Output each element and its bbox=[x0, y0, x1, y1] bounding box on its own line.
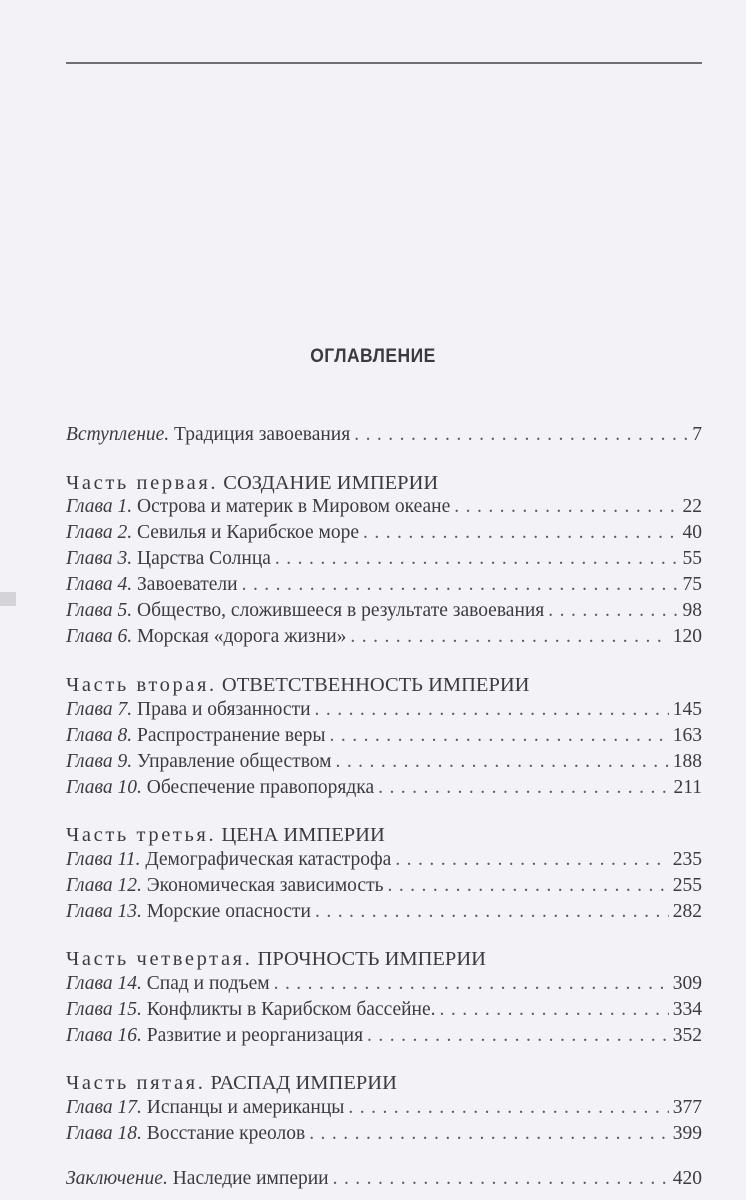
dot-leader bbox=[354, 422, 688, 448]
dot-leader bbox=[387, 873, 668, 899]
part-title: ЦЕНА ИМПЕРИИ bbox=[221, 824, 385, 846]
part-heading-3: Часть третья. ЦЕНА ИМПЕРИИ bbox=[66, 824, 385, 846]
dot-leader bbox=[350, 624, 668, 650]
dot-leader bbox=[315, 899, 669, 925]
dot-leader bbox=[309, 1121, 669, 1147]
part-heading-1: Часть первая. СОЗДАНИЕ ИМПЕРИИ bbox=[66, 472, 439, 494]
entry-lead: Вступление. bbox=[66, 424, 175, 445]
toc-entry[interactable]: Глава 18. Восстание креолов . . . 399 bbox=[66, 1121, 702, 1147]
entry-title: Традиция завоевания bbox=[174, 424, 351, 445]
toc-entry[interactable]: Глава 17. Испанцы и американцы . . . 377 bbox=[66, 1095, 702, 1121]
dot-leader bbox=[330, 723, 669, 749]
part-heading-5: Часть пятая. РАСПАД ИМПЕРИИ bbox=[66, 1072, 397, 1094]
dot-leader bbox=[333, 1166, 669, 1192]
dot-leader bbox=[363, 520, 679, 546]
part-heading-2: Часть вторая. ОТВЕТСТВЕННОСТЬ ИМПЕРИИ bbox=[66, 674, 530, 696]
toc-entry[interactable]: Глава 16. Развитие и реорганизация . . . 352 bbox=[66, 1023, 702, 1049]
toc-entry[interactable]: Глава 15. Конфликты в Карибском бассейне. . . . 334 bbox=[66, 997, 702, 1023]
dot-leader bbox=[335, 749, 668, 775]
toc-entry[interactable]: Глава 9. Управление обществом . . . 188 bbox=[66, 749, 702, 775]
part-title: СОЗДАНИЕ ИМПЕРИИ bbox=[223, 472, 439, 494]
entry-lead: Заключение. bbox=[66, 1168, 173, 1189]
toc-entry[interactable]: Глава 8. Распространение веры . . . 163 bbox=[66, 723, 702, 749]
header-rule bbox=[66, 62, 702, 64]
toc-entry[interactable]: Глава 1. Острова и материк в Мировом океане . . . 22 bbox=[66, 494, 702, 520]
toc-entry[interactable]: Глава 12. Экономическая зависимость . . . 255 bbox=[66, 873, 702, 899]
dot-leader bbox=[395, 847, 668, 873]
part-heading-4: Часть четвертая. ПРОЧНОСТЬ ИМПЕРИИ bbox=[66, 948, 486, 970]
toc-entry[interactable]: Глава 10. Обеспечение правопорядка . . . 211 bbox=[66, 775, 702, 801]
toc-entry-conclusion[interactable] bbox=[66, 1166, 702, 1192]
toc-entry[interactable]: Глава 4. Завоеватели . . . 75 bbox=[66, 572, 702, 598]
entry-title: Наследие империи bbox=[172, 1168, 329, 1189]
dot-leader bbox=[440, 997, 669, 1023]
entry-page: 7 bbox=[692, 424, 702, 445]
dot-leader bbox=[315, 697, 669, 723]
entry-page: 420 bbox=[672, 1168, 702, 1189]
part-title: ОТВЕТСТВЕННОСТЬ ИМПЕРИИ bbox=[221, 674, 530, 696]
scan-smudge bbox=[0, 592, 16, 606]
dot-leader bbox=[367, 1023, 669, 1049]
dot-leader bbox=[454, 494, 678, 520]
toc-entry[interactable]: Глава 7. Права и обязанности . . . 145 bbox=[66, 697, 702, 723]
dot-leader bbox=[242, 572, 679, 598]
dot-leader bbox=[275, 546, 679, 572]
part-title: ПРОЧНОСТЬ ИМПЕРИИ bbox=[257, 948, 486, 970]
dot-leader bbox=[378, 775, 669, 801]
toc-entry[interactable]: Глава 2. Севилья и Карибское море . . . 40 bbox=[66, 520, 702, 546]
toc-entry[interactable]: Глава 13. Морские опасности . . . 282 bbox=[66, 899, 702, 925]
dot-leader bbox=[274, 971, 669, 997]
part-title: РАСПАД ИМПЕРИИ bbox=[210, 1072, 397, 1094]
toc-heading: ОГЛАВЛЕНИЕ bbox=[310, 346, 436, 367]
toc-entry[interactable]: Глава 11. Демографическая катастрофа . . . 235 bbox=[66, 847, 702, 873]
dot-leader bbox=[348, 1095, 668, 1121]
toc-entry[interactable]: Глава 3. Царства Солнца . . . 55 bbox=[66, 546, 702, 572]
toc-entry-intro[interactable] bbox=[66, 422, 702, 448]
dot-leader bbox=[548, 598, 678, 624]
toc-entry[interactable]: Глава 6. Морская «дорога жизни» . . . 120 bbox=[66, 624, 702, 650]
toc-entry[interactable]: Глава 5. Общество, сложившееся в результате завоевания . . . 98 bbox=[66, 598, 702, 624]
toc-entry[interactable]: Глава 14. Спад и подъем . . . 309 bbox=[66, 971, 702, 997]
